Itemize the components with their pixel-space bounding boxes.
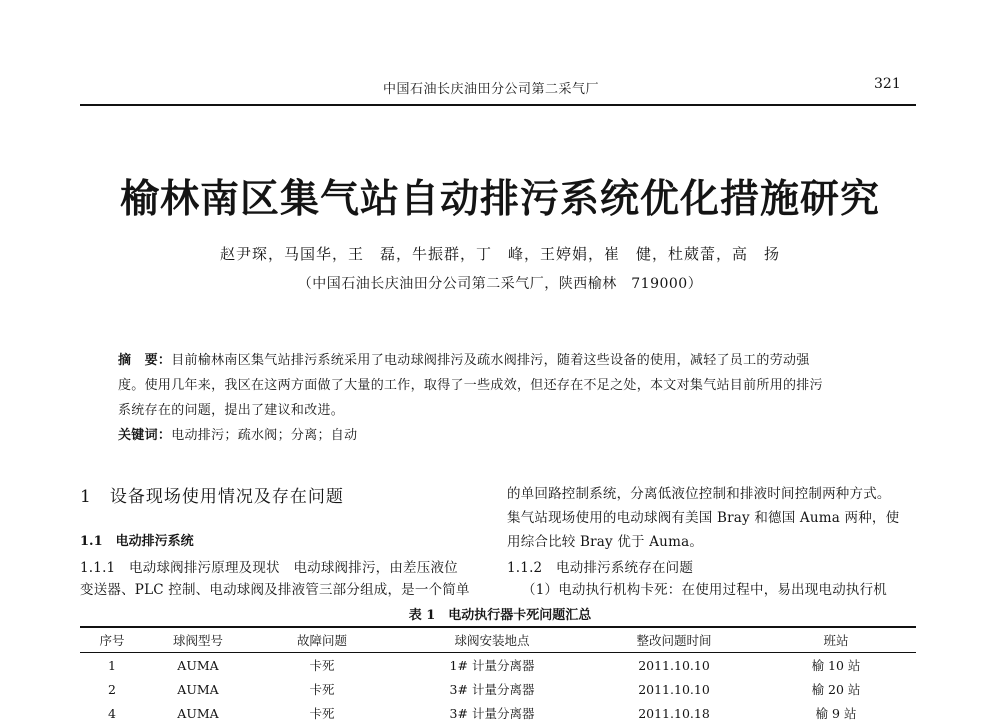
body-left-line-1: 1.1.1 电动球阀排污原理及现状 电动球阀排污，由差压液位 xyxy=(80,560,458,576)
body-right-line-2: 集气站现场使用的电动球阀有美国 Bray 和德国 Auma 两种，使 xyxy=(507,510,900,526)
header-rule xyxy=(80,104,916,106)
col-header-station: 班站 xyxy=(756,627,916,653)
subsection-heading-1-1: 1.1 电动排污系统 xyxy=(80,534,194,549)
abstract-line-3: 系统存在的问题，提出了建议和改进。 xyxy=(118,403,345,418)
table-cell: 卡死 xyxy=(309,706,335,721)
affiliation: （中国石油长庆油田分公司第二采气厂，陕西榆林 719000） xyxy=(297,276,703,292)
table-cell: 4 xyxy=(108,705,116,721)
running-header: 中国石油长庆油田分公司第二采气厂 xyxy=(383,82,600,97)
abstract-text-1: 目前榆林南区集气站排污系统采用了电动球阀排污及疏水阀排污，随着这些设备的使用，减轻了员工的劳动强 xyxy=(171,353,810,368)
col-header-index: 序号 xyxy=(80,627,144,653)
table-row xyxy=(80,653,916,678)
col-header-fault: 故障问题 xyxy=(252,627,392,653)
table-cell: AUMA xyxy=(177,681,219,697)
col-header-fix-date: 整改问题时间 xyxy=(592,627,756,653)
table-cell: 2011.10.10 xyxy=(638,657,710,673)
table-row xyxy=(80,701,916,725)
table-cell: 榆 9 站 xyxy=(815,706,857,721)
col-header-valve-model: 球阀型号 xyxy=(144,627,252,653)
fault-summary-table xyxy=(80,626,916,725)
abstract-label: 摘 要： xyxy=(118,353,172,368)
table-cell: 1 xyxy=(108,657,116,673)
abstract-line-2: 度。使用几年来，我区在这两方面做了大量的工作，取得了一些成效，但还存在不足之处，本文对集气站目前所用的排污 xyxy=(118,378,823,393)
body-right-line-4: 1.1.2 电动排污系统存在问题 xyxy=(507,560,694,576)
author-list: 赵尹琛，马国华，王 磊，牛振群，丁 峰，王婷娟，崔 健，杜葳蕾，高 扬 xyxy=(219,245,780,263)
col-header-location: 球阀安装地点 xyxy=(392,627,592,653)
table-cell: 卡死 xyxy=(309,658,335,673)
body-left-line-2: 变送器、PLC 控制、电动球阀及排液管三部分组成，是一个简单 xyxy=(80,582,470,598)
section-heading-1: 1 设备现场使用情况及存在问题 xyxy=(80,487,344,507)
keywords-line xyxy=(118,424,357,443)
body-right-line-3: 用综合比较 Bray 优于 Auma。 xyxy=(507,534,704,550)
table-cell: 榆 10 站 xyxy=(811,658,861,673)
body-right-line-5: （1）电动执行机构卡死：在使用过程中，易出现电动执行机 xyxy=(522,582,887,598)
abstract-line-1 xyxy=(118,349,810,368)
table-cell: 2 xyxy=(108,681,116,697)
table-cell: 榆 20 站 xyxy=(811,682,861,697)
table-cell: AUMA xyxy=(177,705,219,721)
table-cell: 1# 计量分离器 xyxy=(449,658,535,673)
keywords-label: 关键词： xyxy=(118,428,172,443)
keywords-text: 电动排污；疏水阀；分离；自动 xyxy=(171,428,358,443)
article-title: 榆林南区集气站自动排污系统优化措施研究 xyxy=(119,177,880,222)
table-cell: AUMA xyxy=(177,657,219,673)
table-cell: 卡死 xyxy=(309,682,335,697)
page-number: 321 xyxy=(874,76,901,92)
body-right-line-1: 的单回路控制系统，分离低液位控制和排液时间控制两种方式。 xyxy=(507,486,891,502)
table-header-row xyxy=(80,627,916,653)
table-row xyxy=(80,677,916,701)
table-cell: 3# 计量分离器 xyxy=(449,706,535,721)
table-cell: 2011.10.18 xyxy=(638,705,710,721)
table-cell: 2011.10.10 xyxy=(638,681,710,697)
table-cell: 3# 计量分离器 xyxy=(449,682,535,697)
table-caption: 表 1 电动执行器卡死问题汇总 xyxy=(408,608,592,623)
